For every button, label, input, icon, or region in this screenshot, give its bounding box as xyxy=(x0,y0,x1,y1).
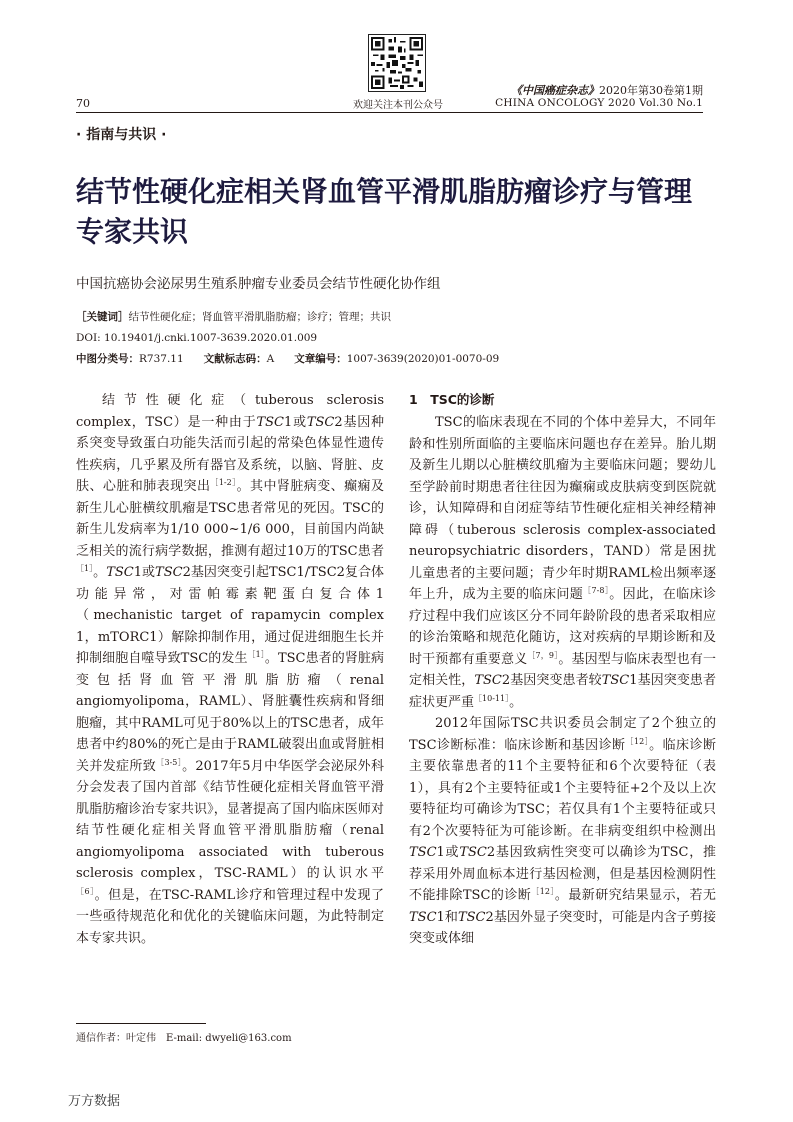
section-heading: 1 TSC的诊断 xyxy=(409,392,495,407)
article-no-label: 文章编号： xyxy=(294,353,347,365)
keywords: 结节性硬化症；肾血管平滑肌脂肪瘤；诊疗；管理；共识 xyxy=(128,311,391,323)
qr-caption: 欢迎关注本刊公众号 xyxy=(353,100,443,111)
keywords-label: ［关键词］ xyxy=(76,311,129,323)
journal-name-en: CHINA ONCOLOGY 2020 Vol.30 No.1 xyxy=(495,97,703,109)
watermark: 万方数据 xyxy=(68,1094,121,1109)
correspondence-note: 通信作者：叶定伟 E-mail: dwyeli@163.com xyxy=(76,1033,292,1044)
clc-label: 中图分类号： xyxy=(76,353,139,365)
journal-cn-issue: 2020年第30卷第1期 xyxy=(599,84,703,97)
journal-cn-title: 《中国癌症杂志》 xyxy=(511,84,599,97)
classification-line xyxy=(76,351,499,366)
clc-value: R737.11 xyxy=(139,353,184,365)
doi: DOI: 10.19401/j.cnki.1007-3639.2020.01.009 xyxy=(76,332,318,344)
footnote-divider xyxy=(76,1023,206,1024)
doc-code-label: 文献标志码： xyxy=(203,353,267,365)
author-organization: 中国抗癌协会泌尿男生殖系肿瘤专业委员会结节性硬化协作组 xyxy=(76,276,441,292)
body-paragraph: TSC的临床表现在不同的个体中差异大，不同年龄和性别所面临的主要临床问题也存在差异。胎儿期及新生儿期以心脏横纹肌瘤为主要临床问题；婴幼儿至学龄前时期患者往往因为癫痫或皮肤病变到医院就诊，认知障碍和自闭症等结节性硬化症相关神经精神障碍（tuberous sclerosis complex-associated neuropsychiatric disorders，TAND）常是困扰儿童患者的主要问题；青少年时期RAML检出频率逐年上升，成为主要的临床问题$^{[7-8]}$。因此，在临床诊疗过程中我们应该区分不同年龄阶段的患者采取相应的诊治策略和规范化随访，这对疾病的早期诊断和及时干预都有重要意义$^{[7,9]}$。基因型与临床表型也有一定相关性，TSC2基因突变患者较TSC1基因突变患者症状更严重$^{[10-11]}$。 xyxy=(409,415,716,710)
page-number: 70 xyxy=(76,97,90,110)
qr-code xyxy=(368,34,426,92)
header-divider xyxy=(76,112,703,113)
keywords-line xyxy=(76,309,391,324)
article-title: 结节性硬化症相关肾血管平滑肌脂肪瘤诊疗与管理专家共识 xyxy=(76,175,693,248)
section-label: · 指南与共识 · xyxy=(76,127,167,143)
body-paragraph: 结节性硬化症（tuberous sclerosis complex，TSC）是一种由于TSC1或TSC2基因种系突变导致蛋白功能失活而引起的常染色体显性遗传性疾病，几乎累及所有器官及系统，以脑、肾脏、皮肤、心脏和肺表现突出$^{[1-2]}$。其中肾脏病变、癫痫及新生儿心脏横纹肌瘤是TSC患者常见的死因。TSC的新生儿发病率为1/10 000~1/6 000，目前国内尚缺乏相关的流行病学数据，推测有超过10万的TSC患者$^{[1]}$。TSC1或TSC2基因突变引起TSC1/TSC2复合体功能异常，对雷帕霉素靶蛋白复合体1（mechanistic target of rapamycin complex 1，mTORC1）解除抑制作用，通过促进细胞生长并抑制细胞自噬导致TSC的发生$^{[1]}$。TSC患者的肾脏病变包括肾血管平滑肌脂肪瘤（renal angiomyolipoma，RAML）、肾脏囊性疾病和肾细胞瘤，其中RAML可见于80%以上的TSC患者，成年患者中约80%的死亡是由于RAML破裂出血或肾脏相关并发症所致$^{[3-5]}$。2017年5月中华医学会泌尿外科分会发表了国内首部《结节性硬化症相关肾血管平滑肌脂肪瘤诊治专家共识》，显著提高了国内临床医师对结节性硬化症相关肾血管平滑肌脂肪瘤（renal angiomyolipoma associated with tuberous sclerosis complex，TSC-RAML）的认识水平$^{[6]}$。但是，在TSC-RAML诊疗和管理过程中发现了一些亟待规范化和优化的关键临床问题，为此特制定本专家共识。 xyxy=(76,393,384,946)
journal-name-cn xyxy=(511,82,703,98)
body-paragraph: 2012年国际TSC共识委员会制定了2个独立的TSC诊断标准：临床诊断和基因诊断$^{[12]}$。临床诊断主要依靠患者的11个主要特征和6个次要特征（表1），具有2个主要特征或1个主要特征+2个及以上次要特征均可确诊为TSC；若仅具有1个主要特征或只有2个次要特征为可能诊断。在非病变组织中检测出TSC1或TSC2基因致病性突变可以确诊为TSC，推荐采用外周血标本进行基因检测，但是基因检测阴性不能排除TSC的诊断$^{[12]}$。最新研究结果显示，若无TSC1和TSC2基因外显子突变时，可能是内含子剪接突变或体细 xyxy=(409,716,717,946)
body-left-column xyxy=(76,390,384,949)
doc-code-value: A xyxy=(266,353,275,365)
article-no-value: 1007-3639(2020)01-0070-09 xyxy=(346,353,500,365)
body-right-column xyxy=(409,390,716,950)
